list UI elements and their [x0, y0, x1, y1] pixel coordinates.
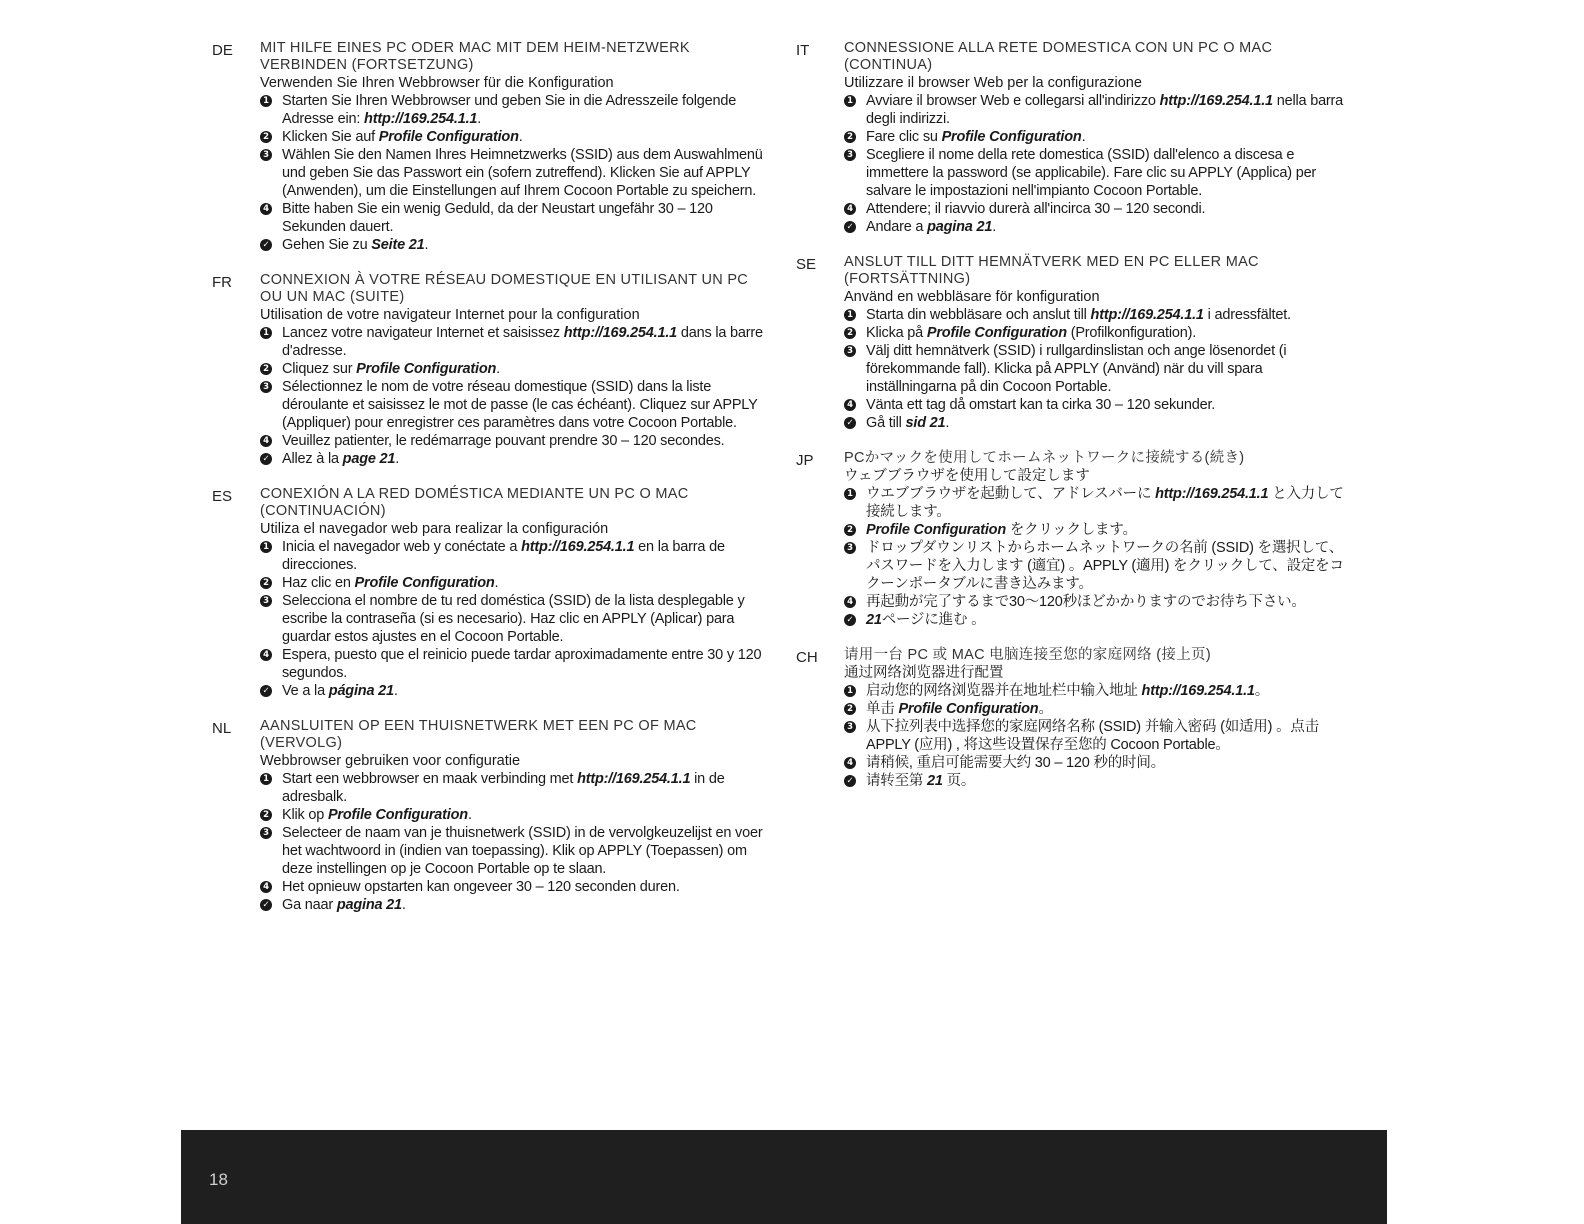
- step-4: [844, 396, 1356, 414]
- step-text: Vänta ett tag då omstart kan ta cirka 30 – 120 sekunder.: [866, 397, 1216, 413]
- step-text: Välj ditt hemnätverk (SSID) i rullgardinslistan och ange lösenordet (i förekommande fall). Klicka på APPLY (Använd) när du vill spara inställningarna på din Cocoon Portable.: [866, 343, 1287, 395]
- language-code: DE: [212, 42, 233, 59]
- step-3: [260, 378, 772, 432]
- step-2-marker: 2: [260, 577, 272, 589]
- section-jp: [796, 450, 1356, 629]
- step-text: Starta din webbläsare och anslut till: [866, 307, 1091, 323]
- url-link[interactable]: http://169.254.1.1: [1090, 307, 1204, 323]
- step-text: Ga naar: [282, 897, 337, 913]
- step-list: [844, 92, 1356, 236]
- checkmark-icon: ✓: [844, 417, 856, 429]
- step-text: 从下拉列表中选择您的家庭网络名称 (SSID) 并输入密码 (如适用) 。点击 APPLY (应用) , 将这些设置保存至您的 Cocoon Portable。: [866, 719, 1319, 753]
- step-text: Lancez votre navigateur Internet et saisissez: [282, 325, 564, 341]
- step-text: 请转至第: [866, 773, 928, 789]
- step-4: [844, 200, 1356, 218]
- section-intro: Utilisation de votre navigateur Internet pour la configuration: [260, 307, 640, 323]
- step-1-marker: 1: [260, 541, 272, 553]
- step-1: [260, 324, 772, 360]
- step-3-marker: 3: [844, 345, 856, 357]
- step-3: [844, 718, 1356, 754]
- footer-bar: [181, 1130, 1387, 1224]
- step-5: [260, 682, 772, 700]
- step-text: .: [496, 361, 501, 377]
- step-4: [260, 200, 772, 236]
- profile-configuration-label: Profile Configuration: [898, 701, 1039, 717]
- page-number: 18: [209, 1170, 228, 1189]
- step-text: ページに進む 。: [881, 612, 986, 628]
- url-link[interactable]: http://169.254.1.1: [521, 539, 635, 555]
- section-title: MIT HILFE EINES PC ODER MAC MIT DEM HEIM-NETZWERK VERBINDEN (FORTSETZUNG): [260, 40, 690, 73]
- step-5: [260, 896, 772, 914]
- step-text: 单击: [866, 701, 899, 717]
- step-2-marker: 2: [260, 809, 272, 821]
- step-text: .: [467, 807, 472, 823]
- step-text: .: [992, 219, 997, 235]
- language-code: NL: [212, 720, 232, 737]
- step-text: Gehen Sie zu: [282, 237, 372, 253]
- checkmark-icon: ✓: [260, 899, 272, 911]
- step-3-marker: 3: [844, 542, 856, 554]
- step-text: dans la barre d'adresse.: [282, 325, 763, 359]
- step-3-marker: 3: [844, 721, 856, 733]
- step-text: Espera, puesto que el reinicio puede tardar aproximadamente entre 30 y 120 segundos.: [282, 647, 762, 681]
- step-text: Selecteer de naam van je thuisnetwerk (SSID) in de vervolgkeuzelijst en voer het wachtwoord in (indien van toepassing). Klik op APPLY (Toepassen) om deze instellingen op je Cocoon Portable op te slaan.: [282, 825, 763, 877]
- step-3: [260, 824, 772, 878]
- step-text: と入力して接続します。: [866, 486, 1344, 520]
- url-link[interactable]: http://169.254.1.1: [1141, 683, 1255, 699]
- step-text: nella barra degli indirizzi.: [866, 93, 1344, 127]
- url-link[interactable]: http://169.254.1.1: [1155, 486, 1269, 502]
- section-title: PCかマックを使用してホームネットワークに接続する(続き): [844, 450, 1245, 466]
- checkmark-icon: ✓: [844, 775, 856, 787]
- step-4: [260, 878, 772, 896]
- section-intro: ウェブブラウザを使用して設定します: [844, 468, 1090, 484]
- step-1: [260, 538, 772, 574]
- checkmark-icon: ✓: [260, 239, 272, 251]
- step-list: [260, 538, 772, 700]
- section-intro: Använd en webbläsare för konfiguration: [844, 289, 1100, 305]
- page-reference: Seite 21: [371, 237, 425, 253]
- step-list: [260, 770, 772, 914]
- step-text: .: [395, 451, 400, 467]
- step-2-marker: 2: [260, 363, 272, 375]
- step-text: Scegliere il nome della rete domestica (SSID) dall'elenco a discesa e immettere la password (se applicabile). Fare clic su APPLY (Applica) per salvare le impostazioni nell'impianto Cocoon Portable.: [866, 147, 1317, 199]
- profile-configuration-label: Profile Configuration: [378, 129, 519, 145]
- section-fr: [212, 272, 772, 468]
- right-column: [796, 40, 1356, 808]
- section-es: [212, 486, 772, 700]
- step-4-marker: 4: [844, 757, 856, 769]
- step-text: ドロップダウンリストからホームネットワークの名前 (SSID) を選択して、パスワードを入力します (適宜) 。APPLY (適用) をクリックして、設定をコクーンポータブルに書き込みます。: [866, 540, 1344, 592]
- step-3-marker: 3: [260, 595, 272, 607]
- page-reference: pagina 21: [336, 897, 402, 913]
- step-2: [844, 128, 1356, 146]
- step-text: 再起動が完了するまで30～120秒ほどかかりますのでお待ち下さい。: [866, 594, 1306, 610]
- language-code: CH: [796, 649, 818, 666]
- language-code: JP: [796, 452, 814, 469]
- step-1-marker: 1: [844, 309, 856, 321]
- section-intro: Utiliza el navegador web para realizar la configuración: [260, 521, 609, 537]
- step-text: Veuillez patienter, le redémarrage pouvant prendre 30 – 120 secondes.: [282, 433, 725, 449]
- step-text: Cliquez sur: [282, 361, 357, 377]
- step-text: 。: [1254, 683, 1270, 699]
- step-3: [844, 146, 1356, 200]
- step-2-marker: 2: [844, 703, 856, 715]
- step-text: 。: [1038, 701, 1053, 717]
- page-reference: página 21: [328, 683, 394, 699]
- step-5: [260, 450, 772, 468]
- step-1-marker: 1: [844, 488, 856, 500]
- step-text: en la barra de direcciones.: [282, 539, 725, 573]
- section-se: [796, 254, 1356, 432]
- step-4-marker: 4: [260, 203, 272, 215]
- step-2: [844, 521, 1356, 539]
- step-3-marker: 3: [260, 381, 272, 393]
- step-text: Haz clic en: [282, 575, 355, 591]
- step-3-marker: 3: [260, 827, 272, 839]
- step-text: をクリックします。: [1006, 522, 1137, 538]
- step-list: [844, 306, 1356, 432]
- step-5: [844, 611, 1356, 629]
- profile-configuration-label: Profile Configuration: [866, 522, 1006, 538]
- language-code: ES: [212, 488, 233, 505]
- step-text: Klik op: [282, 807, 328, 823]
- step-text: .: [477, 111, 482, 127]
- step-list: [844, 682, 1356, 790]
- step-1-marker: 1: [844, 95, 856, 107]
- step-text: .: [1081, 129, 1086, 145]
- step-text: 请稍候, 重启可能需要大约 30 – 120 秒的时间。: [866, 755, 1165, 771]
- step-text: 启动您的网络浏览器并在地址栏中输入地址: [866, 683, 1142, 699]
- page-reference: pagina 21: [927, 219, 993, 235]
- step-5: [844, 772, 1356, 790]
- section-title: 请用一台 PC 或 MAC 电脑连接至您的家庭网络 (接上页): [844, 647, 1211, 663]
- step-text: .: [518, 129, 523, 145]
- step-list: [260, 92, 772, 254]
- section-intro: Verwenden Sie Ihren Webbrowser für die Konfiguration: [260, 75, 614, 91]
- step-3-marker: 3: [844, 149, 856, 161]
- profile-configuration-label: Profile Configuration: [356, 361, 497, 377]
- step-text: (Profilkonfiguration).: [1066, 325, 1197, 341]
- checkmark-icon: ✓: [260, 685, 272, 697]
- step-text: Avviare il browser Web e collegarsi all'indirizzo: [866, 93, 1160, 109]
- step-1: [260, 770, 772, 806]
- section-intro: 通过网络浏览器进行配置: [844, 665, 1004, 681]
- step-1-marker: 1: [260, 773, 272, 785]
- profile-configuration-label: Profile Configuration: [926, 325, 1067, 341]
- step-2: [260, 360, 772, 378]
- step-3: [260, 146, 772, 200]
- step-text: Start een webbrowser en maak verbinding met: [282, 771, 578, 787]
- step-1-marker: 1: [260, 95, 272, 107]
- step-2: [260, 806, 772, 824]
- step-1: [844, 92, 1356, 128]
- step-4: [260, 646, 772, 682]
- profile-configuration-label: Profile Configuration: [941, 129, 1082, 145]
- checkmark-icon: ✓: [844, 221, 856, 233]
- step-4-marker: 4: [844, 596, 856, 608]
- step-text: in de adresbalk.: [282, 771, 725, 805]
- section-title: CONNESSIONE ALLA RETE DOMESTICA CON UN PC O MAC (CONTINUA): [844, 40, 1273, 73]
- url-link[interactable]: http://169.254.1.1: [1159, 93, 1273, 109]
- step-5: [260, 236, 772, 254]
- section-title: AANSLUITEN OP EEN THUISNETWERK MET EEN PC OF MAC (VERVOLG): [260, 718, 697, 751]
- language-code: SE: [796, 256, 817, 273]
- url-link[interactable]: http://169.254.1.1: [577, 771, 691, 787]
- step-1: [844, 682, 1356, 700]
- step-1: [260, 92, 772, 128]
- step-4-marker: 4: [260, 649, 272, 661]
- profile-configuration-label: Profile Configuration: [327, 807, 468, 823]
- step-4: [844, 593, 1356, 611]
- step-text: 页。: [942, 773, 976, 789]
- page-reference: sid 21: [905, 415, 946, 431]
- step-text: .: [393, 683, 398, 699]
- step-text: ウエブブラウザを起動して、アドレスバーに: [866, 486, 1156, 502]
- step-1-marker: 1: [844, 685, 856, 697]
- step-3-marker: 3: [260, 149, 272, 161]
- section-title: ANSLUT TILL DITT HEMNÄTVERK MED EN PC ELLER MAC (FORTSÄTTNING): [844, 254, 1259, 287]
- step-text: .: [945, 415, 950, 431]
- section-intro: Webbrowser gebruiken voor configuratie: [260, 753, 521, 769]
- profile-configuration-label: Profile Configuration: [354, 575, 495, 591]
- url-link[interactable]: http://169.254.1.1: [364, 111, 478, 127]
- step-5: [844, 218, 1356, 236]
- step-3: [260, 592, 772, 646]
- checkmark-icon: ✓: [260, 453, 272, 465]
- step-3: [844, 342, 1356, 396]
- step-text: .: [494, 575, 499, 591]
- section-nl: [212, 718, 772, 914]
- section-title: CONEXIÓN A LA RED DOMÉSTICA MEDIANTE UN PC O MAC (CONTINUACIÓN): [260, 486, 689, 519]
- step-list: [844, 485, 1356, 629]
- step-text: Klicken Sie auf: [282, 129, 379, 145]
- section-it: [796, 40, 1356, 236]
- section-intro: Utilizzare il browser Web per la configurazione: [844, 75, 1142, 91]
- step-2: [260, 574, 772, 592]
- step-list: [260, 324, 772, 468]
- step-4-marker: 4: [844, 399, 856, 411]
- step-text: .: [424, 237, 429, 253]
- checkmark-icon: ✓: [844, 614, 856, 626]
- language-code: IT: [796, 42, 810, 59]
- step-2-marker: 2: [844, 327, 856, 339]
- step-text: Het opnieuw opstarten kan ongeveer 30 – 120 seconden duren.: [282, 879, 680, 895]
- step-4: [260, 432, 772, 450]
- step-text: Starten Sie Ihren Webbrowser und geben Sie in die Adresszeile folgende Adresse ein:: [282, 93, 737, 127]
- step-text: Fare clic su: [866, 129, 942, 145]
- step-text: Andare a: [866, 219, 928, 235]
- step-text: Inicia el navegador web y conéctate a: [282, 539, 522, 555]
- step-2-marker: 2: [844, 131, 856, 143]
- step-2: [260, 128, 772, 146]
- step-1-marker: 1: [260, 327, 272, 339]
- step-5: [844, 414, 1356, 432]
- step-text: Allez à la: [282, 451, 343, 467]
- step-2-marker: 2: [844, 524, 856, 536]
- language-code: FR: [212, 274, 232, 291]
- page-reference: page 21: [342, 451, 396, 467]
- step-text: Attendere; il riavvio durerà all'incirca 30 – 120 secondi.: [866, 201, 1206, 217]
- step-text: Selecciona el nombre de tu red doméstica (SSID) de la lista desplegable y escribe la contraseña (si es necesario). Haz clic en APPLY (Aplicar) para guardar estos ajustes en el Cocoon Portable.: [282, 593, 745, 645]
- step-text: Gå till: [866, 415, 906, 431]
- step-3: [844, 539, 1356, 593]
- step-text: Klicka på: [866, 325, 927, 341]
- step-text: i adressfältet.: [1203, 307, 1291, 323]
- step-2: [844, 700, 1356, 718]
- page-reference: 21: [866, 612, 882, 628]
- step-2-marker: 2: [260, 131, 272, 143]
- step-1: [844, 485, 1356, 521]
- step-text: Wählen Sie den Namen Ihres Heimnetzwerks (SSID) aus dem Auswahlmenü und geben Sie das Passwort ein (sofern zutreffend). Klicken Sie auf APPLY (Anwenden), um die Einstellungen auf Ihrem Cocoon Portable zu speichern.: [282, 147, 763, 199]
- url-link[interactable]: http://169.254.1.1: [563, 325, 678, 341]
- step-text: Ve a la: [282, 683, 329, 699]
- step-2: [844, 324, 1356, 342]
- step-4-marker: 4: [260, 435, 272, 447]
- page-reference: 21: [927, 773, 943, 789]
- step-4-marker: 4: [260, 881, 272, 893]
- section-de: [212, 40, 772, 254]
- step-text: Bitte haben Sie ein wenig Geduld, da der Neustart ungefähr 30 – 120 Sekunden dauert.: [282, 201, 713, 235]
- section-title: CONNEXION À VOTRE RÉSEAU DOMESTIQUE EN UTILISANT UN PC OU UN MAC (SUITE): [260, 272, 749, 305]
- step-4-marker: 4: [844, 203, 856, 215]
- left-column: [212, 40, 772, 932]
- step-4: [844, 754, 1356, 772]
- section-ch: [796, 647, 1356, 790]
- step-text: .: [401, 897, 406, 913]
- step-1: [844, 306, 1356, 324]
- step-text: Sélectionnez le nom de votre réseau domestique (SSID) dans la liste déroulante et saisissez le mot de passe (le cas échéant). Cliquez sur APPLY (Appliquer) pour enregistrer ces paramètres dans votre Cocoon Portable.: [282, 379, 758, 431]
